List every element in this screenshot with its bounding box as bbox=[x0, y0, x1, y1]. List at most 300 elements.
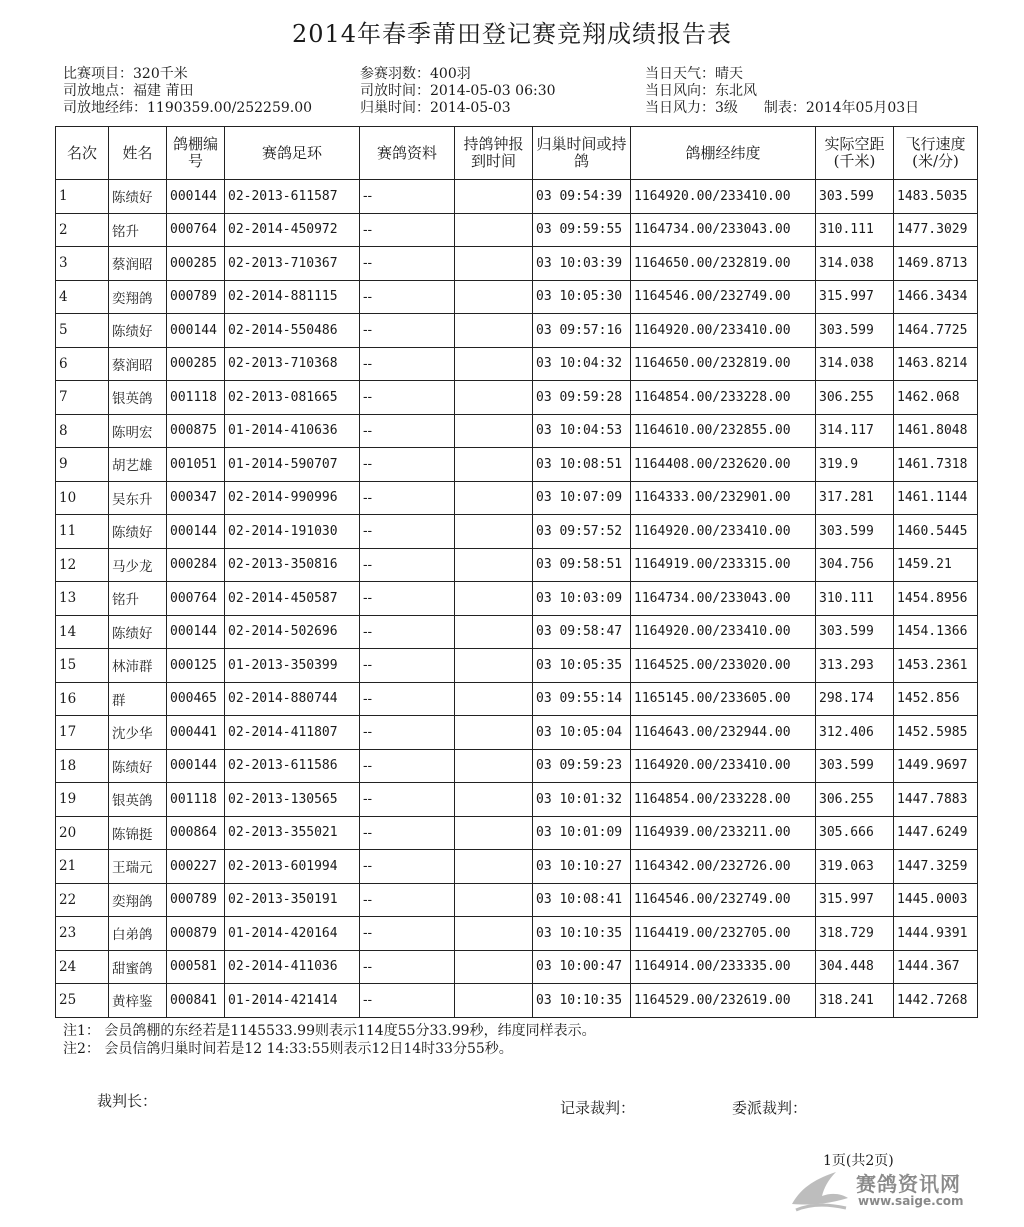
cell-pigeon-info: -- bbox=[360, 984, 455, 1018]
cell-clock-time bbox=[455, 515, 533, 549]
cell-rank: 3 bbox=[56, 247, 109, 281]
cell-loft-id: 000144 bbox=[167, 515, 225, 549]
cell-ring: 02-2014-450972 bbox=[225, 213, 360, 247]
cell-loft-coord: 1164525.00/233020.00 bbox=[631, 649, 816, 683]
cell-pigeon-info: -- bbox=[360, 615, 455, 649]
cell-clock-time bbox=[455, 950, 533, 984]
table-row bbox=[56, 247, 978, 281]
cell-pigeon-info: -- bbox=[360, 548, 455, 582]
release-time-label: 司放时间： bbox=[360, 83, 430, 99]
cell-pigeon-info: -- bbox=[360, 649, 455, 683]
cell-rank: 9 bbox=[56, 448, 109, 482]
cell-speed: 1463.8214 bbox=[894, 347, 978, 381]
cell-rank: 25 bbox=[56, 984, 109, 1018]
header-distance: 实际空距(千米) bbox=[816, 127, 894, 180]
cell-rank: 14 bbox=[56, 615, 109, 649]
table-row bbox=[56, 883, 978, 917]
cell-speed: 1483.5035 bbox=[894, 180, 978, 214]
table-row bbox=[56, 749, 978, 783]
header-ring: 赛鸽足环 bbox=[225, 127, 360, 180]
cell-ring: 02-2014-450587 bbox=[225, 582, 360, 616]
cell-clock-time bbox=[455, 883, 533, 917]
cell-distance: 314.038 bbox=[816, 247, 894, 281]
cell-clock-time bbox=[455, 247, 533, 281]
table-row bbox=[56, 649, 978, 683]
cell-pigeon-info: -- bbox=[360, 280, 455, 314]
cell-distance: 310.111 bbox=[816, 582, 894, 616]
cell-distance: 319.063 bbox=[816, 850, 894, 884]
cell-distance: 315.997 bbox=[816, 280, 894, 314]
cell-loft-id: 000347 bbox=[167, 481, 225, 515]
cell-clock-time bbox=[455, 783, 533, 817]
cell-ring: 02-2013-081665 bbox=[225, 381, 360, 415]
cell-speed: 1460.5445 bbox=[894, 515, 978, 549]
cell-return-time: 03 10:04:32 bbox=[533, 347, 631, 381]
header-return-time: 归巢时间或持鸽 bbox=[533, 127, 631, 180]
cell-pigeon-info: -- bbox=[360, 950, 455, 984]
release-time-value: 2014-05-03 06:30 bbox=[430, 83, 556, 99]
info-column-left bbox=[63, 66, 312, 117]
cell-distance: 298.174 bbox=[816, 682, 894, 716]
cell-name: 王瑞元 bbox=[109, 850, 167, 884]
cell-loft-coord: 1164920.00/233410.00 bbox=[631, 515, 816, 549]
cell-ring: 02-2013-611587 bbox=[225, 180, 360, 214]
cell-pigeon-info: -- bbox=[360, 917, 455, 951]
cell-loft-coord: 1164920.00/233410.00 bbox=[631, 180, 816, 214]
cell-distance: 314.117 bbox=[816, 414, 894, 448]
cell-ring: 02-2014-411807 bbox=[225, 716, 360, 750]
notes bbox=[63, 1022, 596, 1058]
cell-clock-time bbox=[455, 649, 533, 683]
table-row bbox=[56, 414, 978, 448]
cell-ring: 02-2013-710368 bbox=[225, 347, 360, 381]
cell-rank: 1 bbox=[56, 180, 109, 214]
table-row bbox=[56, 950, 978, 984]
cell-return-time: 03 10:00:47 bbox=[533, 950, 631, 984]
cell-rank: 11 bbox=[56, 515, 109, 549]
cell-pigeon-info: -- bbox=[360, 481, 455, 515]
cell-loft-coord: 1164650.00/232819.00 bbox=[631, 347, 816, 381]
release-place-value: 福建 莆田 bbox=[133, 83, 194, 99]
cell-name: 陈明宏 bbox=[109, 414, 167, 448]
cell-speed: 1447.6249 bbox=[894, 816, 978, 850]
header-name: 姓名 bbox=[109, 127, 167, 180]
cell-loft-coord: 1164610.00/232855.00 bbox=[631, 414, 816, 448]
cell-rank: 13 bbox=[56, 582, 109, 616]
cell-return-time: 03 09:54:39 bbox=[533, 180, 631, 214]
cell-loft-id: 001118 bbox=[167, 381, 225, 415]
cell-clock-time bbox=[455, 615, 533, 649]
cell-return-time: 03 10:10:35 bbox=[533, 917, 631, 951]
cell-ring: 02-2014-990996 bbox=[225, 481, 360, 515]
cell-rank: 10 bbox=[56, 481, 109, 515]
cell-ring: 02-2014-191030 bbox=[225, 515, 360, 549]
cell-speed: 1454.1366 bbox=[894, 615, 978, 649]
cell-loft-coord: 1164920.00/233410.00 bbox=[631, 314, 816, 348]
cell-speed: 1444.9391 bbox=[894, 917, 978, 951]
cell-pigeon-info: -- bbox=[360, 213, 455, 247]
cell-loft-id: 000144 bbox=[167, 749, 225, 783]
watermark-brand: 赛鸽资讯网 bbox=[856, 1172, 961, 1196]
cell-loft-coord: 1164854.00/233228.00 bbox=[631, 783, 816, 817]
table-row bbox=[56, 515, 978, 549]
cell-loft-id: 000285 bbox=[167, 347, 225, 381]
cell-distance: 314.038 bbox=[816, 347, 894, 381]
cell-speed: 1466.3434 bbox=[894, 280, 978, 314]
cell-pigeon-info: -- bbox=[360, 783, 455, 817]
weather-label: 当日天气： bbox=[645, 66, 715, 82]
header-pigeon-info: 赛鸽资料 bbox=[360, 127, 455, 180]
cell-speed: 1459.21 bbox=[894, 548, 978, 582]
info-column-right bbox=[645, 66, 919, 117]
cell-return-time: 03 10:05:30 bbox=[533, 280, 631, 314]
cell-loft-id: 001051 bbox=[167, 448, 225, 482]
cell-rank: 5 bbox=[56, 314, 109, 348]
cell-return-time: 03 09:55:14 bbox=[533, 682, 631, 716]
cell-speed: 1453.2361 bbox=[894, 649, 978, 683]
cell-loft-id: 000789 bbox=[167, 280, 225, 314]
cell-loft-coord: 1164939.00/233211.00 bbox=[631, 816, 816, 850]
cell-name: 奕翔鸽 bbox=[109, 883, 167, 917]
cell-loft-id: 000284 bbox=[167, 548, 225, 582]
made-label: 制表： bbox=[763, 100, 806, 116]
cell-loft-id: 000875 bbox=[167, 414, 225, 448]
cell-clock-time bbox=[455, 213, 533, 247]
cell-name: 奕翔鸽 bbox=[109, 280, 167, 314]
cell-distance: 303.599 bbox=[816, 515, 894, 549]
cell-loft-coord: 1164342.00/232726.00 bbox=[631, 850, 816, 884]
header-clock-time: 持鸽钟报到时间 bbox=[455, 127, 533, 180]
cell-return-time: 03 09:58:47 bbox=[533, 615, 631, 649]
cell-pigeon-info: -- bbox=[360, 515, 455, 549]
cell-name: 蔡润昭 bbox=[109, 247, 167, 281]
cell-loft-id: 000764 bbox=[167, 213, 225, 247]
cell-ring: 02-2013-350191 bbox=[225, 883, 360, 917]
cell-pigeon-info: -- bbox=[360, 180, 455, 214]
page-number: 1页(共2页) bbox=[823, 1153, 894, 1169]
cell-loft-id: 000581 bbox=[167, 950, 225, 984]
table-row bbox=[56, 615, 978, 649]
cell-clock-time bbox=[455, 347, 533, 381]
cell-name: 马少龙 bbox=[109, 548, 167, 582]
cell-loft-id: 000144 bbox=[167, 615, 225, 649]
wind-force-label: 当日风力： bbox=[645, 100, 715, 116]
cell-speed: 1469.8713 bbox=[894, 247, 978, 281]
cell-return-time: 03 10:10:27 bbox=[533, 850, 631, 884]
cell-rank: 7 bbox=[56, 381, 109, 415]
cell-distance: 319.9 bbox=[816, 448, 894, 482]
table-row bbox=[56, 381, 978, 415]
cell-rank: 17 bbox=[56, 716, 109, 750]
wind-direction-label: 当日风向： bbox=[645, 83, 715, 99]
cell-rank: 15 bbox=[56, 649, 109, 683]
cell-speed: 1462.068 bbox=[894, 381, 978, 415]
cell-loft-id: 000465 bbox=[167, 682, 225, 716]
cell-rank: 18 bbox=[56, 749, 109, 783]
cell-distance: 304.448 bbox=[816, 950, 894, 984]
return-time-value: 2014-05-03 bbox=[430, 100, 511, 116]
cell-name: 陈绩好 bbox=[109, 515, 167, 549]
cell-name: 银英鸽 bbox=[109, 381, 167, 415]
table-row bbox=[56, 548, 978, 582]
cell-loft-id: 000789 bbox=[167, 883, 225, 917]
cell-speed: 1444.367 bbox=[894, 950, 978, 984]
table-row bbox=[56, 682, 978, 716]
table-row bbox=[56, 816, 978, 850]
cell-ring: 02-2013-601994 bbox=[225, 850, 360, 884]
cell-rank: 21 bbox=[56, 850, 109, 884]
cell-loft-id: 000285 bbox=[167, 247, 225, 281]
cell-pigeon-info: -- bbox=[360, 381, 455, 415]
cell-clock-time bbox=[455, 381, 533, 415]
cell-distance: 303.599 bbox=[816, 314, 894, 348]
cell-ring: 01-2014-421414 bbox=[225, 984, 360, 1018]
cell-clock-time bbox=[455, 548, 533, 582]
cell-rank: 22 bbox=[56, 883, 109, 917]
cell-clock-time bbox=[455, 582, 533, 616]
cell-speed: 1461.1144 bbox=[894, 481, 978, 515]
table-row bbox=[56, 582, 978, 616]
cell-clock-time bbox=[455, 716, 533, 750]
header-rank: 名次 bbox=[56, 127, 109, 180]
cell-ring: 02-2014-411036 bbox=[225, 950, 360, 984]
cell-speed: 1477.3029 bbox=[894, 213, 978, 247]
cell-return-time: 03 09:57:16 bbox=[533, 314, 631, 348]
cell-ring: 02-2014-881115 bbox=[225, 280, 360, 314]
release-place-label: 司放地点： bbox=[63, 83, 133, 99]
cell-rank: 6 bbox=[56, 347, 109, 381]
cell-pigeon-info: -- bbox=[360, 347, 455, 381]
cell-loft-coord: 1164546.00/232749.00 bbox=[631, 280, 816, 314]
cell-speed: 1464.7725 bbox=[894, 314, 978, 348]
assigned-judge-label: 委派裁判： bbox=[732, 1099, 808, 1117]
cell-name: 黄梓鉴 bbox=[109, 984, 167, 1018]
cell-distance: 304.756 bbox=[816, 548, 894, 582]
weather-value: 晴天 bbox=[715, 66, 743, 82]
wind-direction-value: 东北风 bbox=[715, 83, 757, 99]
table-row bbox=[56, 213, 978, 247]
cell-loft-id: 000144 bbox=[167, 314, 225, 348]
table-row bbox=[56, 481, 978, 515]
note-1: 注1： 会员鸽棚的东经若是1145533.99则表示114度55分33.99秒，纬度同样表示。 bbox=[63, 1023, 596, 1039]
cell-rank: 24 bbox=[56, 950, 109, 984]
cell-return-time: 03 10:04:53 bbox=[533, 414, 631, 448]
results-table bbox=[55, 126, 978, 1018]
cell-ring: 02-2013-710367 bbox=[225, 247, 360, 281]
note-2: 注2： 会员信鸽归巢时间若是12 14:33:55则表示12日14时33分55秒。 bbox=[63, 1041, 513, 1057]
cell-pigeon-info: -- bbox=[360, 816, 455, 850]
cell-rank: 20 bbox=[56, 816, 109, 850]
cell-name: 甜蜜鸽 bbox=[109, 950, 167, 984]
cell-return-time: 03 09:57:52 bbox=[533, 515, 631, 549]
cell-return-time: 03 10:08:51 bbox=[533, 448, 631, 482]
watermark-url: www.saige.com bbox=[858, 1194, 964, 1208]
cell-distance: 310.111 bbox=[816, 213, 894, 247]
cell-distance: 306.255 bbox=[816, 783, 894, 817]
cell-distance: 303.599 bbox=[816, 749, 894, 783]
cell-loft-coord: 1164408.00/232620.00 bbox=[631, 448, 816, 482]
cell-speed: 1454.8956 bbox=[894, 582, 978, 616]
cell-loft-coord: 1164546.00/232749.00 bbox=[631, 883, 816, 917]
cell-ring: 02-2014-502696 bbox=[225, 615, 360, 649]
cell-speed: 1442.7268 bbox=[894, 984, 978, 1018]
cell-distance: 312.406 bbox=[816, 716, 894, 750]
cell-pigeon-info: -- bbox=[360, 850, 455, 884]
cell-loft-id: 001118 bbox=[167, 783, 225, 817]
cell-name: 铭升 bbox=[109, 213, 167, 247]
cell-return-time: 03 09:59:23 bbox=[533, 749, 631, 783]
cell-loft-id: 000441 bbox=[167, 716, 225, 750]
cell-loft-coord: 1164920.00/233410.00 bbox=[631, 749, 816, 783]
cell-pigeon-info: -- bbox=[360, 682, 455, 716]
cell-clock-time bbox=[455, 850, 533, 884]
cell-loft-coord: 1164734.00/233043.00 bbox=[631, 582, 816, 616]
cell-name: 铭升 bbox=[109, 582, 167, 616]
header-loft-id: 鸽棚编号 bbox=[167, 127, 225, 180]
release-coord-label: 司放地经纬： bbox=[63, 100, 147, 116]
cell-distance: 303.599 bbox=[816, 180, 894, 214]
cell-name: 群 bbox=[109, 682, 167, 716]
cell-clock-time bbox=[455, 682, 533, 716]
table-row bbox=[56, 783, 978, 817]
cell-loft-id: 000879 bbox=[167, 917, 225, 951]
results-body bbox=[56, 180, 978, 1018]
cell-name: 陈绩好 bbox=[109, 314, 167, 348]
cell-loft-id: 000125 bbox=[167, 649, 225, 683]
cell-distance: 317.281 bbox=[816, 481, 894, 515]
cell-pigeon-info: -- bbox=[360, 314, 455, 348]
cell-distance: 313.293 bbox=[816, 649, 894, 683]
watermark-logo bbox=[788, 1160, 988, 1215]
entries-label: 参赛羽数： bbox=[360, 66, 430, 82]
cell-clock-time bbox=[455, 414, 533, 448]
cell-loft-coord: 1164919.00/233315.00 bbox=[631, 548, 816, 582]
cell-name: 胡艺雄 bbox=[109, 448, 167, 482]
cell-ring: 02-2013-130565 bbox=[225, 783, 360, 817]
table-header-row bbox=[56, 127, 978, 180]
cell-return-time: 03 10:08:41 bbox=[533, 883, 631, 917]
cell-loft-coord: 1164333.00/232901.00 bbox=[631, 481, 816, 515]
cell-speed: 1461.7318 bbox=[894, 448, 978, 482]
table-row bbox=[56, 180, 978, 214]
cell-name: 吴东升 bbox=[109, 481, 167, 515]
cell-clock-time bbox=[455, 448, 533, 482]
cell-speed: 1449.9697 bbox=[894, 749, 978, 783]
entries-value: 400羽 bbox=[430, 66, 471, 82]
cell-distance: 318.729 bbox=[816, 917, 894, 951]
cell-name: 陈锦挺 bbox=[109, 816, 167, 850]
cell-loft-id: 000841 bbox=[167, 984, 225, 1018]
cell-pigeon-info: -- bbox=[360, 749, 455, 783]
table-row bbox=[56, 984, 978, 1018]
table-row bbox=[56, 314, 978, 348]
cell-loft-id: 000227 bbox=[167, 850, 225, 884]
cell-rank: 2 bbox=[56, 213, 109, 247]
cell-loft-id: 000864 bbox=[167, 816, 225, 850]
cell-distance: 318.241 bbox=[816, 984, 894, 1018]
cell-name: 白弟鸽 bbox=[109, 917, 167, 951]
release-coord-value: 1190359.00/252259.00 bbox=[147, 100, 313, 116]
chief-judge-label: 裁判长： bbox=[97, 1092, 158, 1110]
table-row bbox=[56, 347, 978, 381]
pigeon-logo-icon bbox=[788, 1160, 852, 1215]
cell-loft-coord: 1164920.00/233410.00 bbox=[631, 615, 816, 649]
cell-return-time: 03 10:03:09 bbox=[533, 582, 631, 616]
event-value: 320千米 bbox=[133, 66, 188, 82]
cell-speed: 1452.856 bbox=[894, 682, 978, 716]
cell-speed: 1447.3259 bbox=[894, 850, 978, 884]
cell-return-time: 03 09:59:55 bbox=[533, 213, 631, 247]
cell-pigeon-info: -- bbox=[360, 448, 455, 482]
cell-name: 林沛群 bbox=[109, 649, 167, 683]
table-row bbox=[56, 448, 978, 482]
cell-loft-coord: 1164734.00/233043.00 bbox=[631, 213, 816, 247]
cell-clock-time bbox=[455, 481, 533, 515]
table-row bbox=[56, 280, 978, 314]
report-title: 2014年春季莆田登记赛竞翔成绩报告表 bbox=[291, 20, 733, 48]
cell-clock-time bbox=[455, 984, 533, 1018]
cell-distance: 315.997 bbox=[816, 883, 894, 917]
cell-return-time: 03 10:01:09 bbox=[533, 816, 631, 850]
table-row bbox=[56, 850, 978, 884]
cell-ring: 02-2013-350816 bbox=[225, 548, 360, 582]
cell-clock-time bbox=[455, 816, 533, 850]
cell-distance: 306.255 bbox=[816, 381, 894, 415]
cell-return-time: 03 10:05:35 bbox=[533, 649, 631, 683]
cell-clock-time bbox=[455, 180, 533, 214]
cell-ring: 02-2013-611586 bbox=[225, 749, 360, 783]
cell-pigeon-info: -- bbox=[360, 414, 455, 448]
cell-name: 陈绩好 bbox=[109, 180, 167, 214]
cell-rank: 16 bbox=[56, 682, 109, 716]
cell-ring: 01-2014-590707 bbox=[225, 448, 360, 482]
cell-rank: 8 bbox=[56, 414, 109, 448]
cell-pigeon-info: -- bbox=[360, 883, 455, 917]
cell-return-time: 03 10:07:09 bbox=[533, 481, 631, 515]
cell-distance: 305.666 bbox=[816, 816, 894, 850]
cell-ring: 02-2014-880744 bbox=[225, 682, 360, 716]
cell-speed: 1447.7883 bbox=[894, 783, 978, 817]
event-label: 比赛项目： bbox=[63, 66, 133, 82]
cell-return-time: 03 10:05:04 bbox=[533, 716, 631, 750]
table-row bbox=[56, 716, 978, 750]
cell-ring: 01-2014-410636 bbox=[225, 414, 360, 448]
cell-ring: 01-2013-350399 bbox=[225, 649, 360, 683]
cell-clock-time bbox=[455, 749, 533, 783]
table-row bbox=[56, 917, 978, 951]
cell-loft-coord: 1164419.00/232705.00 bbox=[631, 917, 816, 951]
cell-ring: 01-2014-420164 bbox=[225, 917, 360, 951]
cell-speed: 1452.5985 bbox=[894, 716, 978, 750]
cell-pigeon-info: -- bbox=[360, 247, 455, 281]
cell-clock-time bbox=[455, 917, 533, 951]
cell-clock-time bbox=[455, 314, 533, 348]
cell-clock-time bbox=[455, 280, 533, 314]
cell-loft-coord: 1164529.00/232619.00 bbox=[631, 984, 816, 1018]
record-judge-label: 记录裁判： bbox=[560, 1099, 636, 1117]
made-value: 2014年05月03日 bbox=[805, 100, 920, 116]
cell-pigeon-info: -- bbox=[360, 716, 455, 750]
cell-name: 陈绩好 bbox=[109, 749, 167, 783]
return-time-label: 归巢时间： bbox=[360, 100, 430, 116]
cell-speed: 1461.8048 bbox=[894, 414, 978, 448]
cell-name: 蔡润昭 bbox=[109, 347, 167, 381]
cell-loft-id: 000764 bbox=[167, 582, 225, 616]
info-column-middle bbox=[360, 66, 556, 117]
cell-loft-coord: 1164650.00/232819.00 bbox=[631, 247, 816, 281]
cell-rank: 12 bbox=[56, 548, 109, 582]
cell-name: 沈少华 bbox=[109, 716, 167, 750]
